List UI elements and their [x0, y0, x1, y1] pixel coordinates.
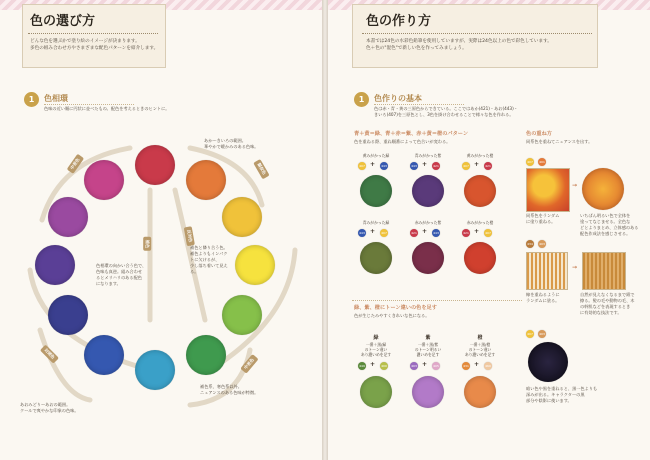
tone-note	[404, 342, 452, 357]
intro-line: どんな色を選ぶかで塗り絵のイメージが決まります。	[30, 39, 140, 44]
swatch-deep-black	[528, 342, 568, 382]
note-line: 補色と隣り合う色。	[190, 245, 228, 250]
tone-note-line: 一番＋黒/紫	[417, 342, 439, 347]
tone-note-line: のトーン違い	[364, 347, 388, 352]
chip-yellow: 407	[485, 231, 491, 235]
section-rule	[374, 104, 464, 105]
mix-note-line: の幹肌などを表現するとき	[580, 304, 631, 309]
color-circle-yellow-orange	[222, 197, 262, 237]
section-desc	[374, 106, 624, 118]
plus-sign: +	[474, 361, 480, 368]
label-opposite: 反対色	[184, 226, 195, 246]
tone-note-line: あり濃いめを足す	[360, 352, 392, 357]
label-contrast: 対照色	[40, 345, 59, 364]
chip-mix: 401	[539, 160, 545, 164]
plus-sign: +	[422, 361, 428, 368]
mix-label: 青みがかった紫	[414, 153, 442, 158]
section-number-badge: 1	[354, 92, 369, 107]
note-line: 補色よりもインパク	[190, 251, 228, 256]
mix-label: 黄みがかった緑	[362, 153, 390, 158]
chip-yellow: 407	[463, 164, 469, 168]
pattern-desc: 色を重ねる際、重ね順番によって色合いが変わる。	[354, 139, 451, 144]
tone-color-label: 緑	[373, 335, 379, 341]
chip-mix: 434	[527, 242, 533, 246]
chip-red: 421	[463, 231, 469, 235]
plus-sign: +	[474, 228, 480, 235]
arrow-icon: →	[572, 182, 578, 189]
tone-note-line: 濃いめを足す	[416, 352, 440, 357]
tone-circle-green	[360, 376, 392, 408]
mix-note-line: 塗ってなじませる。全色な	[580, 219, 631, 224]
mixed-circle-green	[360, 175, 392, 207]
chip-red: 421	[485, 164, 491, 168]
chip-blue: 443	[411, 164, 417, 168]
mix-note-line: 擦る。髪の毛や動物の毛、木	[580, 298, 635, 303]
chip-blue: 443	[433, 231, 439, 235]
intro-text	[366, 38, 596, 52]
tone-color-label: 橙	[477, 335, 483, 341]
note-line: あおみどり～あおの範囲。	[20, 402, 71, 407]
color-circle-blue	[84, 335, 124, 375]
title-rule	[362, 33, 592, 34]
mix-note-line: どとよりまとめ、立体感のある	[580, 225, 639, 230]
mix-label: 赤みがかった橙	[466, 220, 494, 225]
note-line: 色相環の向かい合う色で、	[96, 263, 147, 268]
mix-note	[526, 292, 576, 304]
note-line: 色味も真逆。組み合わせ	[96, 269, 143, 274]
note-line: 補色系、寒色系以外。	[200, 384, 242, 389]
note-neutral	[200, 384, 310, 396]
chip-blue: 443	[381, 164, 387, 168]
mix-note-line: 配色作成法を感じさせる。	[580, 231, 631, 236]
mix-note-line: に有効的な技法です。	[580, 310, 622, 315]
label-complementary: 補色	[143, 237, 151, 251]
plus-sign: +	[370, 161, 376, 168]
mix-note-line: ランダムに塗る。	[526, 298, 560, 303]
tone-note-line: 一番＋黒/緑	[365, 342, 387, 347]
plus-sign: +	[370, 361, 376, 368]
chip-red: 421	[411, 231, 417, 235]
tone-note	[352, 342, 400, 357]
color-circle-yellow	[235, 245, 275, 285]
tone-note-line: のトーン違い	[468, 347, 492, 352]
chip-tone: 460	[485, 364, 491, 368]
mixed-circle-red-orange	[464, 242, 496, 274]
mixed-circle-wine	[412, 242, 444, 274]
note-warm	[204, 138, 314, 150]
color-circle-blue-green	[135, 350, 175, 390]
mix-note-line: 同系色をランダム	[526, 213, 560, 218]
mix-heading: 色の重ね方	[526, 131, 552, 137]
mix-note-line: 自然が見えなくなるまで紙で	[580, 292, 635, 297]
color-circle-orange	[186, 160, 226, 200]
section-number-badge: 1	[24, 92, 39, 107]
chip-red: 421	[433, 164, 439, 168]
note-line: あか～きいろの範囲。	[204, 138, 246, 143]
chip-mix: 403	[539, 332, 545, 336]
mix-note-line: に塗り重ねる。	[526, 219, 556, 224]
mix-note	[580, 213, 642, 237]
color-circle-magenta	[84, 160, 124, 200]
tone-heading: 緑、紫、橙にトーン違いの色を足す	[354, 305, 437, 311]
chip-yellow: 407	[381, 231, 387, 235]
mix-label: 赤みがかった紫	[414, 220, 442, 225]
label-similar: 類似色	[253, 159, 269, 179]
color-circle-yellow-green	[222, 295, 262, 335]
note-cool	[20, 402, 140, 414]
tone-note-line: のトーン明るい	[414, 347, 442, 352]
tone-circle-orange	[464, 376, 496, 408]
note-complementary	[96, 263, 156, 287]
chip-tone: 449	[359, 364, 365, 368]
mix-note	[526, 213, 576, 225]
tone-note-line: 一番＋黒/橙	[469, 342, 491, 347]
page-title: 色の選び方	[30, 14, 96, 29]
plus-sign: +	[370, 228, 376, 235]
desc-line: きいろ(407)を三原色とし、3色を掛け合わせることで様々な色を作れる。	[374, 112, 514, 117]
note-line: る。	[190, 269, 199, 274]
mix-note	[526, 386, 636, 404]
color-circle-violet	[35, 245, 75, 285]
mix-note-line: いちばん明るい色で全体を	[580, 213, 631, 218]
mixed-circle-purple	[412, 175, 444, 207]
chip-tone: 431	[463, 364, 469, 368]
section-heading: 色作りの基本	[374, 94, 422, 103]
tone-circle-purple	[412, 376, 444, 408]
mix-label: 青みがかった緑	[362, 220, 390, 225]
pattern-heading: 青＋黄＝緑、青＋赤＝紫、赤＋黄＝橙のパターン	[354, 131, 469, 137]
label-middle-diff-2: 中差色	[240, 354, 258, 373]
intro-line: 多色の組み合わせ方やさまざまな配色パターンを紹介します。	[30, 46, 159, 51]
note-line: クールで爽やかな印象の色味。	[20, 408, 79, 413]
note-opposite	[190, 245, 235, 275]
mix-note-line: 深みが出る。キャラクターの黒	[526, 392, 585, 397]
swatch-hatching	[526, 252, 568, 290]
arrow-icon: →	[572, 264, 578, 271]
note-line: るとメリハリのある配色	[96, 275, 142, 280]
label-middle-diff: 中差色	[67, 154, 84, 174]
note-line: になります。	[96, 281, 121, 286]
chip-yellow: 407	[359, 164, 365, 168]
chip-tone: 403	[411, 364, 417, 368]
plus-sign: +	[422, 228, 428, 235]
tone-desc: 色が生じたみやすくきれいな色になる。	[354, 313, 430, 318]
page-title: 色の作り方	[366, 14, 432, 29]
desc-line: 色は赤・青・黄の三原色からできている。ここではあか(421)・あお(443)・	[374, 106, 518, 111]
tone-rule	[352, 300, 522, 301]
mix-label: 黄みがかった橙	[466, 153, 494, 158]
intro-line: 本書では24色の水彩色鉛筆を使用していますが、実際は24色以上の色で彩色しています。	[366, 39, 552, 44]
plus-sign: +	[474, 161, 480, 168]
note-line: トに欠けるが、	[190, 257, 220, 262]
mix-desc: 同系色を重ねてニュアンスを出す。	[526, 139, 593, 144]
color-circle-red	[135, 145, 175, 185]
section-heading: 色相環	[44, 94, 68, 103]
tone-note-line: あり濃いめを足す	[464, 352, 496, 357]
color-circle-purple	[48, 197, 88, 237]
mixed-circle-olive	[360, 242, 392, 274]
section-desc: 色味の近い順に円状に並べたもの。配色を考えるときのヒントに。	[44, 106, 170, 111]
chip-mix: 407	[527, 160, 533, 164]
plus-sign: +	[422, 161, 428, 168]
note-line: 華やかで暖かみのある色味。	[204, 144, 259, 149]
chip-blue: 443	[359, 231, 365, 235]
chip-tone: 405	[433, 364, 439, 368]
chip-tone: 400	[381, 364, 387, 368]
chip-mix: 407	[527, 332, 533, 336]
swatch-blended-hatching	[582, 252, 626, 290]
intro-line: 色＋色の"混色"で新しい色を作ってみましょう。	[366, 46, 467, 51]
mixed-circle-orange	[464, 175, 496, 207]
left-page	[0, 0, 322, 460]
tone-note	[456, 342, 504, 357]
mix-note	[580, 292, 642, 316]
color-circle-green	[186, 335, 226, 375]
mix-note-line: 線を重ねるように	[526, 292, 560, 297]
swatch-random-layer	[526, 168, 570, 212]
right-page	[328, 0, 650, 460]
note-line: 少し落ち着いて見え	[190, 263, 228, 268]
swatch-blended	[582, 168, 624, 210]
tone-color-label: 紫	[425, 335, 431, 341]
mix-note-line: 暗い色や黒を重ねると、黒一色よりも	[526, 386, 598, 391]
chip-mix: 403	[539, 242, 545, 246]
color-circle-indigo	[48, 295, 88, 335]
note-line: ニュアンスのある色味が特徴。	[200, 390, 259, 395]
mix-note-line: 部分や陰影に使います。	[526, 398, 572, 403]
